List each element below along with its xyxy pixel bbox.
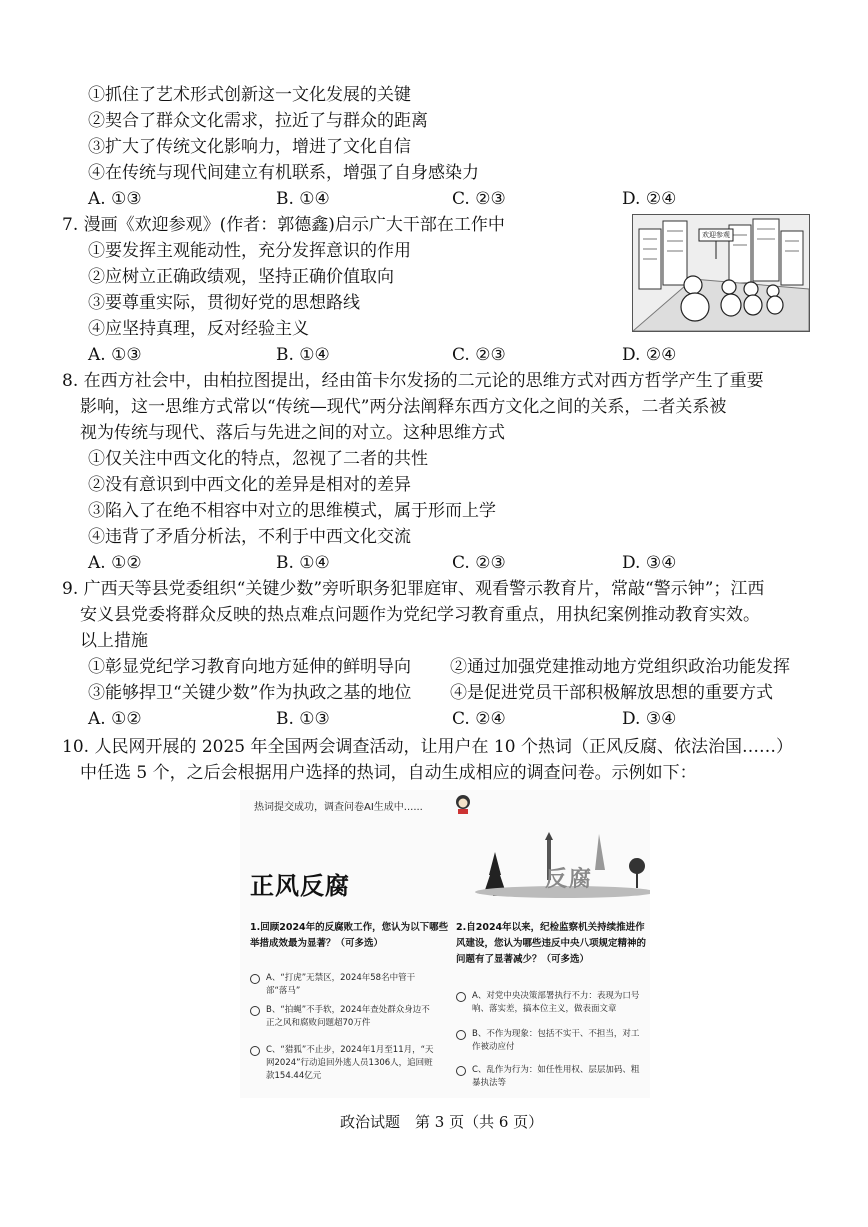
survey-q1-choice-a: A、“打虎”无禁区，2024年58名中管干部“落马” [266, 973, 416, 996]
q8-option-d: D. ③④ [622, 553, 677, 573]
survey-q1-c-radio[interactable] [250, 1046, 260, 1056]
q8-statement-3: ③陷入了在绝不相容中对立的思维模式，属于形而上学 [88, 501, 496, 521]
q7-statement-1: ①要发挥主观能动性，充分发挥意识的作用 [88, 241, 411, 261]
q7-statement-2: ②应树立正确政绩观，坚持正确价值取向 [88, 267, 394, 287]
q6-option-d: D. ②④ [622, 189, 677, 209]
q8-option-c: C. ②③ [452, 553, 506, 573]
q7-statement-3: ③要尊重实际，贯彻好党的思想路线 [88, 293, 360, 313]
survey-q2-choice-c: C、乱作为行为：如任性用权、层层加码、粗暴执法等 [472, 1065, 640, 1088]
q8-option-a: A. ①② [88, 553, 142, 573]
q10-stem-line-1: 10. 人民网开展的 2025 年全国两会调查活动，让用户在 10 个热词（正风反腐、依法治国……） [62, 737, 793, 757]
q9-stem-line-3: 以上措施 [80, 631, 148, 651]
q7-statement-4: ④应坚持真理，反对经验主义 [88, 319, 309, 339]
survey-title: 正风反腐 [250, 872, 350, 900]
page-footer: 政治试题 第 3 页（共 6 页） [340, 1113, 544, 1131]
q9-option-b: B. ①③ [276, 709, 330, 729]
survey-q2-c-radio[interactable] [456, 1066, 466, 1076]
q6-statement-3: ③扩大了传统文化影响力，增进了文化自信 [88, 137, 411, 157]
survey-q2-title: 2.自2024年以来，纪检监察机关持续推进作风建设，您认为哪些违反中央八项规定精神的问题有了显著减少？（可多选） [456, 922, 647, 965]
survey-q2-b-radio[interactable] [456, 1030, 466, 1040]
q9-option-a: A. ①② [88, 709, 142, 729]
q8-stem-line-2: 影响，这一思维方式常以“传统—现代”两分法阐释东西方文化之间的关系，二者关系被 [80, 397, 727, 417]
q9-stem-line-1: 9. 广西天等县党委组织“关键少数”旁听职务犯罪庭审、观看警示教育片，常敲“警示钟”；江西 [62, 579, 765, 599]
q7-option-b: B. ①④ [276, 345, 330, 365]
q7-stem: 7. 漫画《欢迎参观》(作者：郭德鑫)启示广大干部在工作中 [62, 215, 505, 235]
q9-statement-3: ③能够捍卫“关键少数”作为执政之基的地位 [88, 683, 412, 703]
cartoon-sign-text: 欢迎参观 [702, 231, 730, 239]
avatar-icon [454, 794, 472, 814]
survey-example-image [240, 790, 650, 1098]
q9-statement-2: ②通过加强党建推动地方党组织政治功能发挥 [450, 657, 790, 677]
q8-statement-4: ④违背了矛盾分析法，不利于中西文化交流 [88, 527, 411, 547]
q8-stem-line-3: 视为传统与现代、落后与先进之间的对立。这种思维方式 [80, 423, 505, 443]
survey-q1-b-radio[interactable] [250, 1006, 260, 1016]
q9-statement-1: ①彰显党纪学习教育向地方延伸的鲜明导向 [88, 657, 411, 677]
q6-option-b: B. ①④ [276, 189, 330, 209]
q6-statement-1: ①抓住了艺术形式创新这一文化发展的关键 [88, 85, 411, 105]
survey-q1-title: 1.回顾2024年的反腐败工作，您认为以下哪些举措成效最为显著？（可多选） [250, 922, 449, 949]
q9-stem-line-2: 安义县党委将群众反映的热点难点问题作为党纪学习教育重点，用执纪案例推动教育实效。 [80, 605, 760, 625]
survey-notice: 热词提交成功，调查问卷AI生成中...... [254, 802, 423, 813]
q8-stem-line-1: 8. 在西方社会中，由柏拉图提出，经由笛卡尔发扬的二元论的思维方式对西方哲学产生了重要 [62, 371, 764, 391]
q9-option-d: D. ③④ [622, 709, 677, 729]
survey-q1-choice-c: C、“猎狐”不止步，2024年1月至11月，“天网2024”行动追回外逃人员1306人，追回赃款154.44亿元 [266, 1045, 434, 1081]
survey-q2-choice-b: B、不作为现象：包括不实干、不担当，对工作被动应付 [472, 1029, 640, 1052]
q8-option-b: B. ①④ [276, 553, 330, 573]
q6-statement-2: ②契合了群众文化需求，拉近了与群众的距离 [88, 111, 428, 131]
q9-statement-4: ④是促进党员干部积极解放思想的重要方式 [450, 683, 773, 703]
q6-statement-4: ④在传统与现代间建立有机联系，增强了自身感染力 [88, 163, 479, 183]
q8-statement-2: ②没有意识到中西文化的差异是相对的差异 [88, 475, 411, 495]
q10-stem-line-2: 中任选 5 个，之后会根据用户选择的热词，自动生成相应的调查问卷。示例如下： [80, 763, 697, 783]
survey-q2-a-radio[interactable] [456, 992, 466, 1002]
q7-option-c: C. ②③ [452, 345, 506, 365]
survey-q1-a-radio[interactable] [250, 974, 260, 984]
q9-option-c: C. ②④ [452, 709, 506, 729]
q8-statement-1: ①仅关注中西文化的特点，忽视了二者的共性 [88, 449, 428, 469]
q7-option-a: A. ①③ [88, 345, 142, 365]
survey-q1-choice-b: B、“拍蝇”不手软，2024年查处群众身边不正之风和腐败问题超70万件 [266, 1005, 430, 1028]
banner-text: 反腐 [545, 867, 594, 892]
q6-option-a: A. ①③ [88, 189, 142, 209]
q7-option-d: D. ②④ [622, 345, 677, 365]
survey-q2-choice-a: A、对党中央决策部署执行不力：表现为口号响、落实差，搞本位主义，做表面文章 [472, 991, 640, 1014]
q6-option-c: C. ②③ [452, 189, 506, 209]
cartoon-welcome-visit [632, 214, 810, 332]
